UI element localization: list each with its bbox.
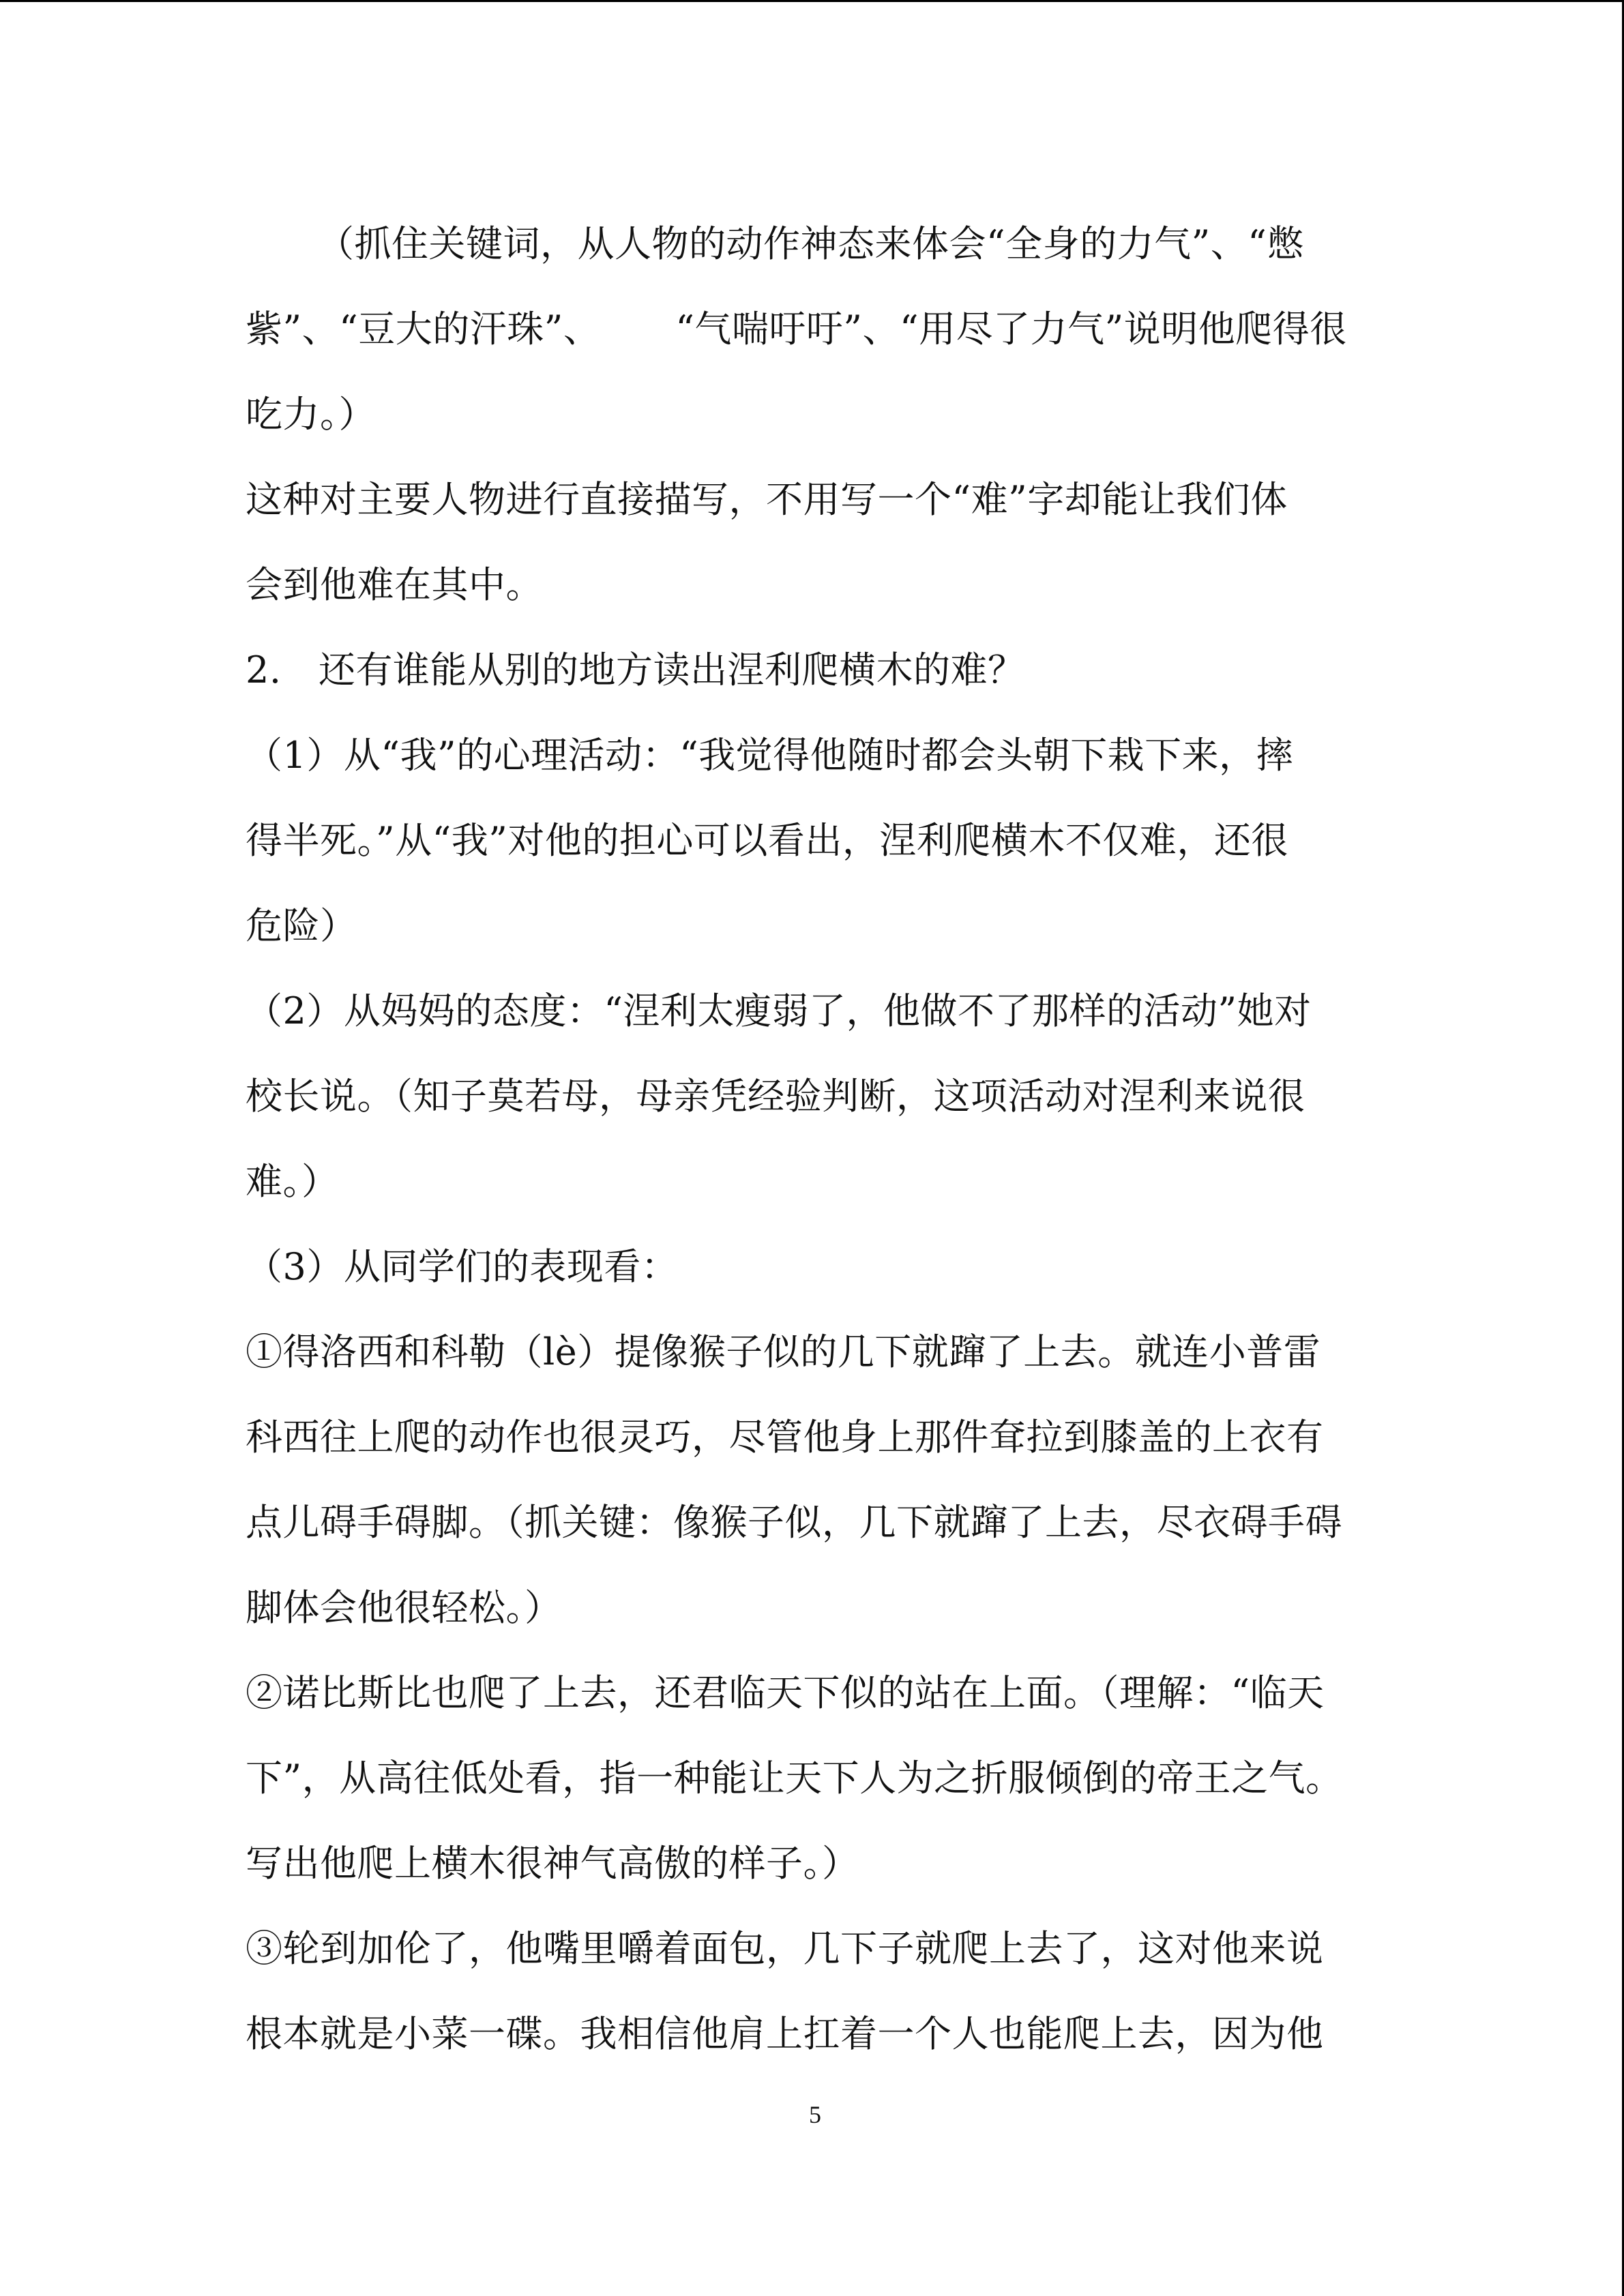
text-segment: “气喘吁吁”、“用尽了力气”说明他爬得很 [675,308,1347,351]
text-line: 点儿碍手碍脚。（抓关键：像猴子似，几下就蹿了上去，尽衣碍手碍 [246,1501,1342,1544]
text-line: （2）从妈妈的态度：“涅利太瘦弱了，他做不了那样的活动”她对 [246,989,1312,1032]
page-border-top [0,0,1624,2]
text-line: 科西往上爬的动作也很灵巧，尽管他身上那件耷拉到膝盖的上衣有 [246,1416,1324,1459]
text-line: （3）从同学们的表现看： [246,1245,679,1288]
document-body [246,208,1378,2083]
text-line: （1）从“我”的心理活动：“我觉得他随时都会头朝下栽下来，摔 [246,734,1294,777]
text-line: 校长说。（知子莫若母，母亲凭经验判断，这项活动对涅利来说很 [246,1075,1305,1118]
text-line: 危险） [246,904,357,947]
text-line: ②诺比斯比也爬了上去，还君临天下似的站在上面。（理解：“临天 [246,1671,1325,1714]
text-line: 根本就是小菜一碟。我相信他肩上扛着一个人也能爬上去，因为他 [246,2012,1324,2055]
page-number: 5 [809,2101,821,2128]
text-line: ③轮到加伦了，他嘴里嚼着面包，几下子就爬上去了，这对他来说 [246,1927,1324,1970]
text-segment: 紫”、“豆大的汗珠”、 [246,308,601,351]
text-line: 难。） [246,1160,339,1203]
numbered-heading: 2. 还有谁能从别的地方读出涅利爬横木的难？ [246,648,1025,691]
text-line: （抓住关键词，从人物的动作神态来体会“全身的力气”、“憋 [317,222,1304,265]
text-line: 下”，从高往低处看，指一种能让天下人为之折服倾倒的帝王之气。 [246,1757,1343,1800]
text-line: ①得洛西和科勒（lè）提像猴子似的几下就蹿了上去。就连小普雷 [246,1330,1321,1373]
text-line: 吃力。） [246,393,376,436]
text-line: 写出他爬上横木很神气高傲的样子。） [246,1842,859,1885]
text-line: 脚体会他很轻松。） [246,1586,562,1629]
text-line: 得半死。”从“我”对他的担心可以看出，涅利爬横木不仅难，还很 [246,819,1288,862]
text-line [246,293,1378,378]
text-line: 这种对主要人物进行直接描写，不用写一个“难”字却能让我们体 [246,478,1288,521]
text-line: 会到他难在其中。 [246,563,543,606]
